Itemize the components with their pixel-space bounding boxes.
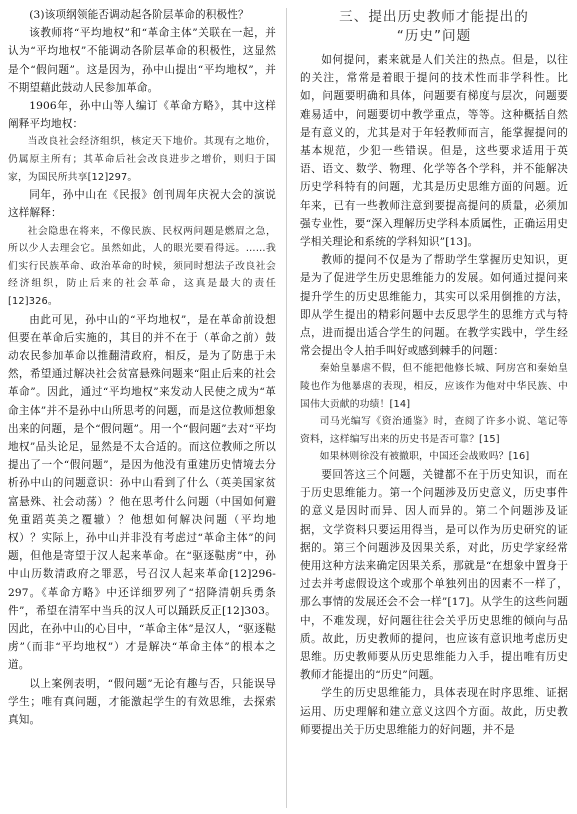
section-heading-line-2: “历史”问题: [396, 28, 472, 44]
paragraph: 教师的提问不仅是为了帮助学生掌握历史知识，更是为了促进学生历史思维能力的发展。如何通过提问来提升学生的历史思维能力，其实可以采用倒推的方法，即从学生提出的精彩问题中去反思学生的思维方式与特点，进而提出适合学生的问题。在教学实践中，学生经常会提出令人拍手叫好或感到棘手的问题：: [300, 254, 568, 358]
question-item-3: (3)该项纲领能否调动起各阶层革命的积极性？: [29, 9, 249, 21]
block-quote: 司马光编写《资治通鉴》时，查阅了许多小说、笔记等资料，这样编写出来的历史书是否可靠？[15]: [300, 416, 568, 445]
section-heading: [300, 8, 568, 46]
paragraph: 以上案例表明，“假问题”无论有趣与否，只能误导学生；唯有真问题，才能激起学生的有效思维，去探索真知。: [8, 677, 276, 727]
paragraph: 学生的历史思维能力，具体表现在时序思维、证据运用、历史理解和建立意义这四个方面。故此，历史教师要提出关于历史思维能力的好问题，并不是: [300, 687, 568, 736]
paragraph: 该教师将“平均地权”和“革命主体”关联在一起，并认为“平均地权”不能调动各阶层革命的积极性，这显然是个“假问题”。这是因为，孙中山提出“平均地权”，并不期望藉此鼓动人民参加革命。: [8, 27, 276, 94]
block-quote: 当改良社会经济组织，核定天下地价。其现有之地价，仍属原主所有；其革命后社会改良进步之增价，则归于国家，为国民所共享[12]297。: [8, 136, 276, 183]
paragraph: 要回答这三个问题，关键都不在于历史知识，而在于历史思维能力。第一个问题涉及历史意义，历史事件的意义是因时而异、因人而异的。第二个问题涉及证据，文学资料只要运用得当，是可以作为历史研究的证据的。第三个问题涉及因果关系，对此，历史学家经常使用这种方法来确定因果关系，那就是“在想象中置身于过去并考虑假设这个或那个单独列出的因素不一样了，那么事情的发展还会不会一样”[17]。从学生的这些问题中，不难发现，好问题往往会关乎历史思维的倾向与品质。故此，历史教师的提问，也应该有意识地考虑历史思维。历史教师要从历史思维能力入手，提出唯有历史教师才能提出的“历史”问题。: [300, 469, 568, 682]
column-divider: [286, 8, 287, 808]
right-column: [300, 6, 568, 739]
paragraph: 同年，孙中山在《民报》创刊周年庆祝大会的演说这样解释：: [8, 189, 276, 220]
paragraph: 由此可见，孙中山的“平均地权”，是在革命前设想但要在革命后实施的，其目的并不在于（革命之前）鼓动农民参加革命以推翻清政府，相反，是为了防患于未然，希望通过解决社会贫富悬殊问题来“阻止后来的社会革命”。因此，通过“平均地权”来发动人民使之成为“革命主体”并不是孙中山所思考的问题，而是这位教师想象出来的问题，是个“假问题”。用一个“假问题”去对“平均地权”品头论足，显然是不太合适的。而这位教师之所以提出了一个“假问题”，是因为他没有重建历史情境去分析孙中山的问题意识：孙中山看到了什么（英美国家贫富悬殊、社会动荡）？他在思考什么问题（中国如何避免重蹈英美之覆辙）？他想如何解决问题（平均地权）？实际上，孙中山并非没有考虑过“革命主体”的问题，但他是寄望于汉人起来革命。在“驱逐鞑虏”中，孙中山历数清政府之罪恶，号召汉人起来革命[12]296-297。《革命方略》中还详细罗列了“招降清朝兵勇条件”，希望在清军中当兵的汉人可以踊跃反正[12]303。因此，在孙中山的心目中，“革命主体”是汉人，“驱逐鞑虏”（而非“平均地权”）才是解决“革命主体”的根本之道。: [8, 313, 276, 672]
block-quote: 如果林则徐没有被撤职，中国还会战败吗？[16]: [319, 451, 530, 463]
paragraph: 1906年，孙中山等人编订《革命方略》，其中这样阐释平均地权：: [8, 100, 276, 131]
block-quote: 社会隐患在将来，不像民族、民权两问题是燃眉之急，所以少人去理会它。虽然如此，人的眼光要看得远。……我们实行民族革命、政治革命的时候，须同时想法子改良社会经济组织，防止后来的社会革命，这真是最大的责任[12]326。: [8, 225, 276, 307]
section-heading-line-1: 三、提出历史教师才能提出的: [339, 9, 529, 25]
paragraph: 如何提问，素来就是人们关注的热点。但是，以往的关注，常常是着眼于提问的技术性而非学科性。比如，问题要明确和具体，问题要有梯度与层次，问题要难易适中，问题要切中教学重点，等等。这种概括自然是有意义的，尤其是对于年轻教师而言，能掌握提问的基本规范，少犯一些错误。但是，这些要求适用于英语、语文、数学、物理、化学等各个学科，并不能解决历史学科特有的问题，尤其是历史思维方面的问题。近年来，已有一些教师注意到要提高提问的质量，必须加强专业性，要“深入理解历史学科本质属性，正确运用史学相关理论和系统的学科知识”[13]。: [300, 54, 568, 249]
block-quote: 秦始皇暴虐不假，但不能把他修长城、阿房宫和秦始皇陵也作为他暴虐的表现，相反，应该作为他对中华民族、中国伟大贡献的功绩！[14]: [300, 363, 568, 410]
left-column: [8, 6, 276, 729]
